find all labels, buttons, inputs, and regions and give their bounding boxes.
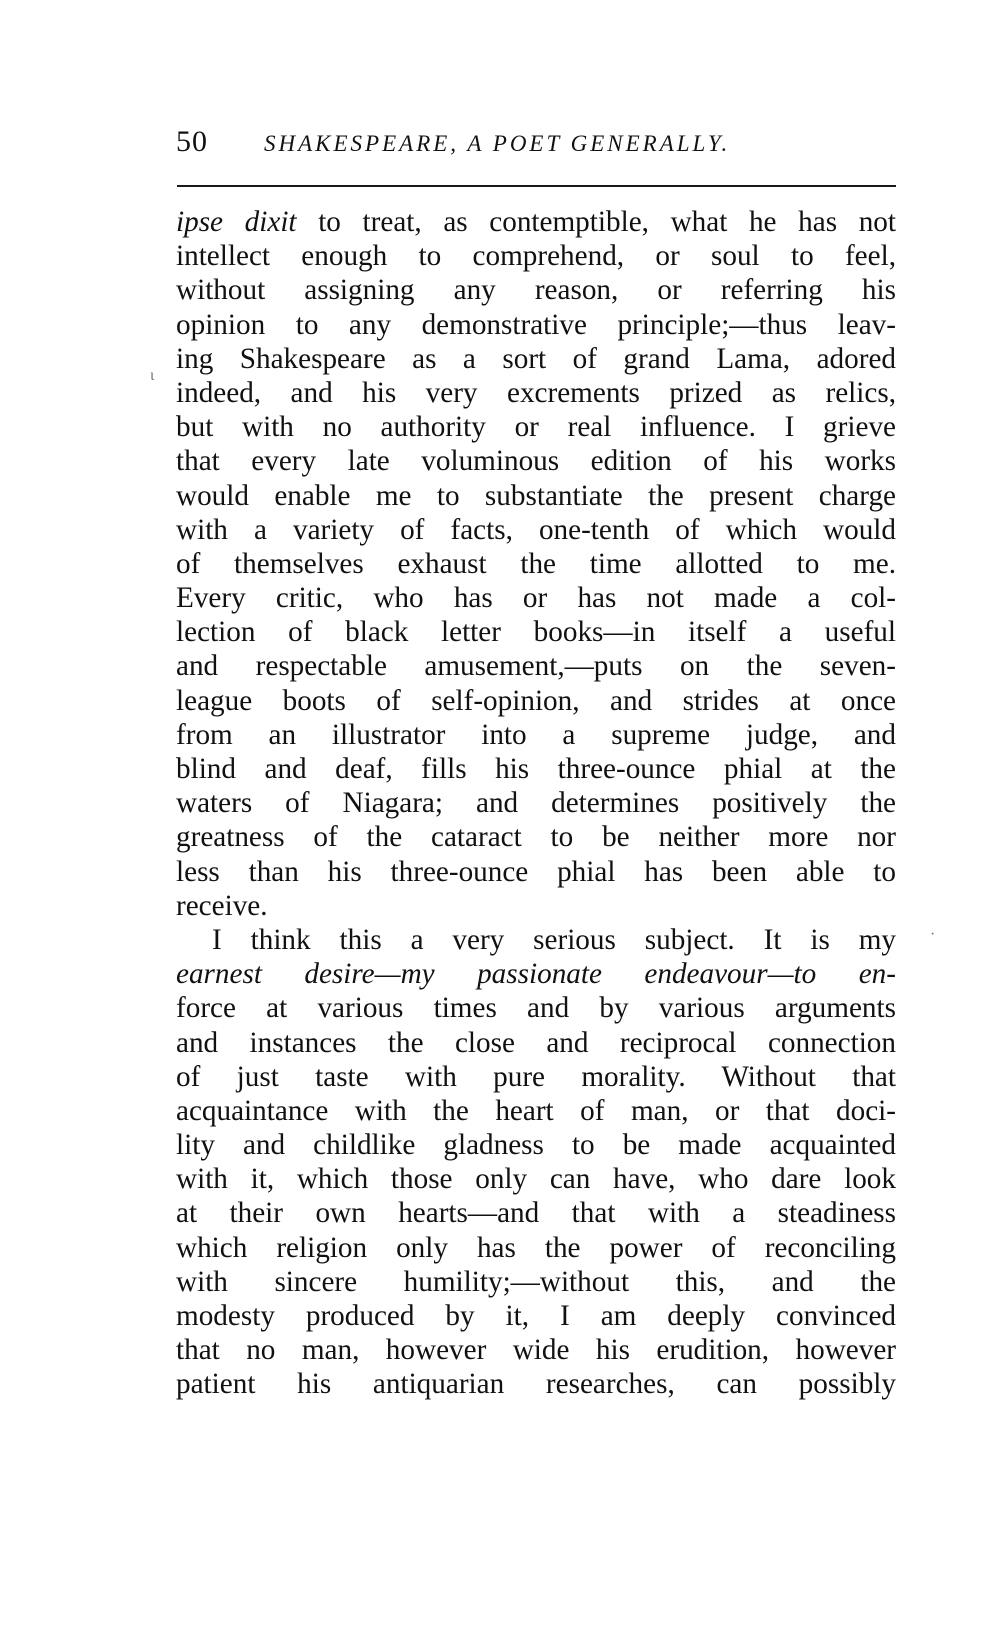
text-line: at their own hearts—and that with a steadiness: [176, 1197, 896, 1230]
header-rule: [177, 185, 896, 187]
text-span: to treat, as contemptible, what he has not: [296, 206, 896, 238]
margin-mark-left: ι: [150, 367, 155, 384]
body-text: [176, 205, 896, 1402]
text-line: of just taste with pure morality. Without that: [176, 1060, 896, 1093]
text-line: without assigning any reason, or referring his: [176, 274, 896, 307]
text-line: greatness of the cataract to be neither more nor: [176, 821, 896, 854]
text-line: Every critic, who has or has not made a col-: [176, 582, 896, 615]
text-line: receive.: [176, 889, 268, 922]
italic-line: earnest desire—my passionate endeavour—to en-: [176, 958, 896, 991]
text-line: which religion only has the power of reconciling: [176, 1231, 896, 1264]
running-head: SHAKESPEARE, A POET GENERALLY.: [264, 131, 731, 156]
italic-phrase: ipse dixit: [176, 206, 297, 238]
paragraph-2: [176, 923, 896, 1402]
text-line: league boots of self-opinion, and strides at once: [176, 684, 896, 717]
text-line: opinion to any demonstrative principle;—thus leav-: [176, 308, 896, 341]
text-line: I think this a very serious subject. It is my: [212, 923, 896, 956]
page-number: 50: [176, 125, 208, 158]
text-line: lity and childlike gladness to be made acquainted: [176, 1129, 896, 1162]
text-line: force at various times and by various arguments: [176, 992, 896, 1025]
paragraph-1: [176, 205, 896, 923]
text-line: less than his three-ounce phial has been able to: [176, 855, 896, 888]
text-line: and respectable amusement,—puts on the seven-: [176, 650, 896, 683]
text-line: waters of Niagara; and determines positively the: [176, 787, 896, 820]
text-line: would enable me to substantiate the present charge: [176, 479, 896, 512]
text-line: ing Shakespeare as a sort of grand Lama, adored: [176, 342, 896, 375]
text-line: patient his antiquarian researches, can possibly: [176, 1368, 896, 1401]
text-line: but with no authority or real influence. I grieve: [176, 411, 896, 444]
text-line: that every late voluminous edition of his works: [176, 445, 896, 478]
text-line: lection of black letter books—in itself a useful: [176, 616, 896, 649]
text-line: [176, 205, 896, 239]
text-line: modesty produced by it, I am deeply convinced: [176, 1300, 896, 1332]
text-line: with a variety of facts, one-tenth of which would: [176, 513, 896, 546]
text-line: blind and deaf, fills his three-ounce phial at the: [176, 753, 896, 785]
text-line: intellect enough to comprehend, or soul to feel,: [176, 240, 896, 273]
text-line: and instances the close and reciprocal connection: [176, 1026, 896, 1059]
page-header: [176, 122, 896, 162]
text-line: of themselves exhaust the time allotted to me.: [176, 547, 896, 580]
text-line: indeed, and his very excrements prized as relics,: [176, 376, 896, 409]
margin-mark-right: ·: [930, 926, 936, 943]
text-line: that no man, however wide his erudition, however: [176, 1334, 896, 1367]
text-line: with sincere humility;—without this, and the: [176, 1265, 896, 1298]
text-line: acquaintance with the heart of man, or that doci-: [176, 1094, 896, 1127]
text-line: from an illustrator into a supreme judge, and: [176, 718, 896, 751]
text-line: with it, which those only can have, who dare look: [176, 1163, 896, 1196]
